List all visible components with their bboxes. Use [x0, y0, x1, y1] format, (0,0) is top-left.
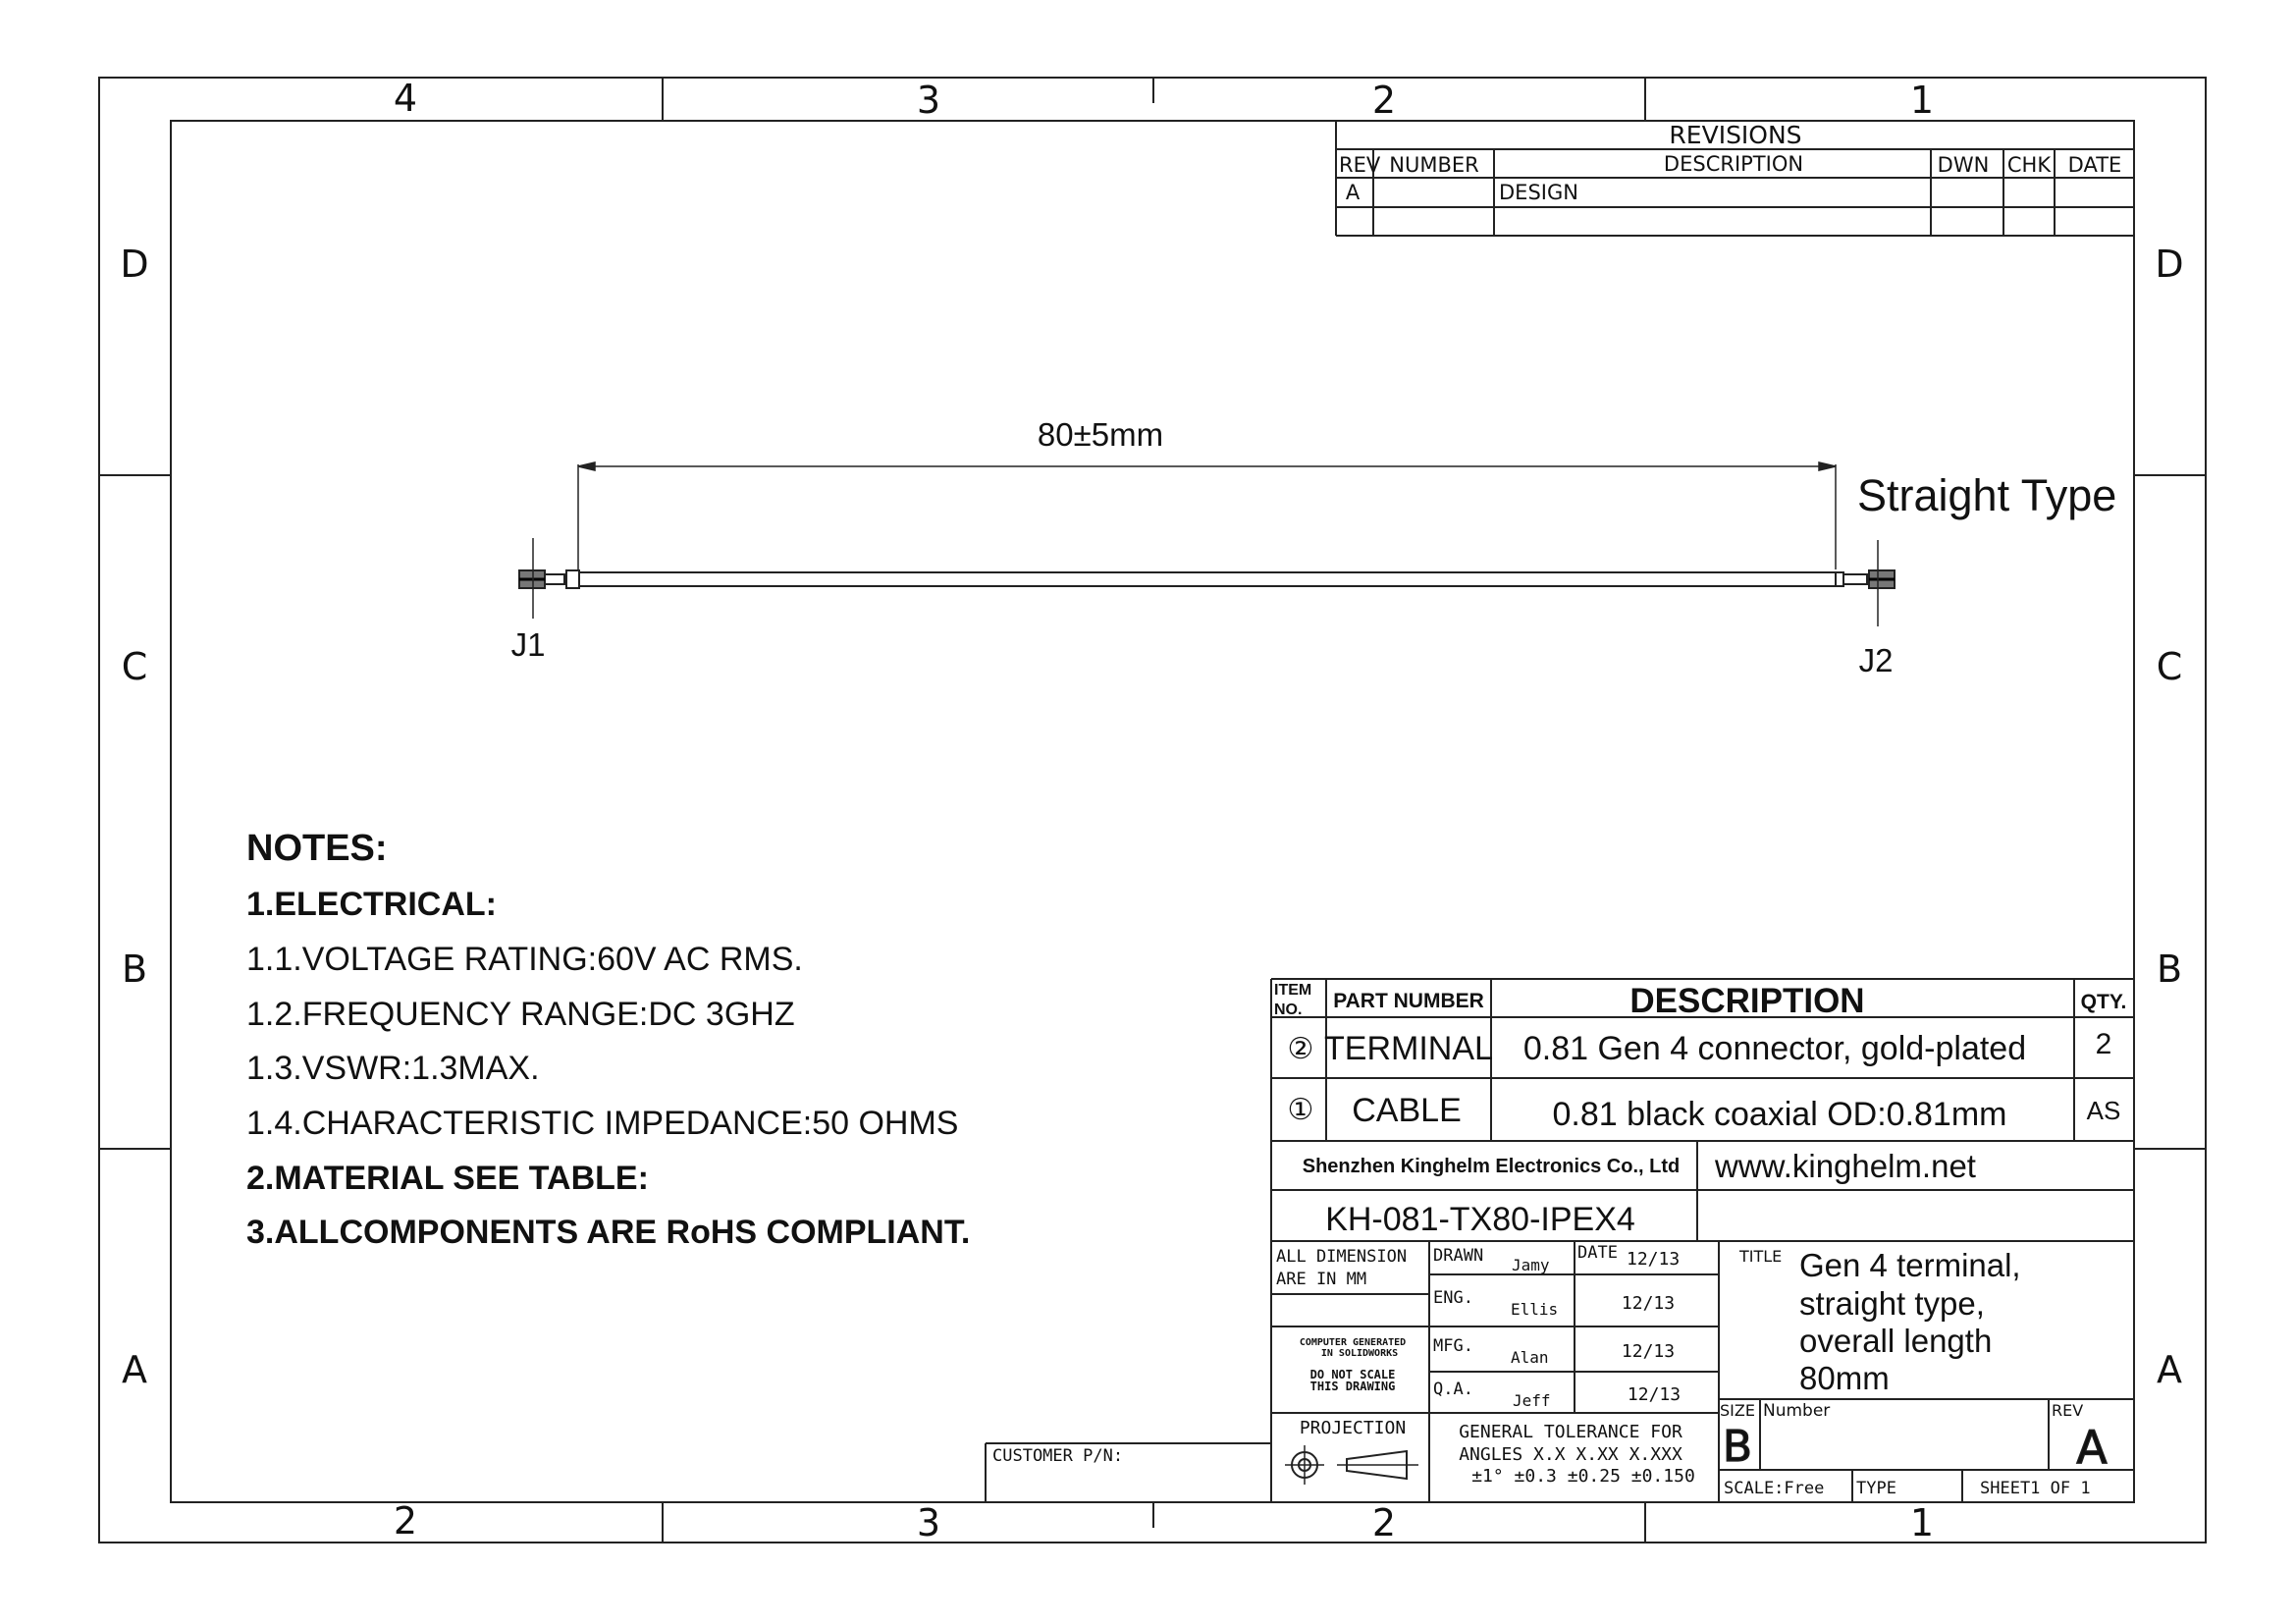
bom-row-qty: AS [2086, 1096, 2121, 1125]
zone-bottom-2: 2 [1371, 1501, 1397, 1544]
qa-name: Jeff [1513, 1391, 1551, 1410]
bom-header-qty: QTY. [2080, 991, 2127, 1013]
do-not-scale-note: DO NOT SCALE [1309, 1368, 1396, 1381]
bom-header-item-no: ITEM [1274, 982, 1312, 999]
bom-row-part: CABLE [1352, 1092, 1462, 1129]
scale-label: SCALE:Free [1724, 1479, 1825, 1498]
bom-row-item: ① [1287, 1093, 1314, 1127]
dimension-note: ALL DIMENSION [1276, 1247, 1408, 1267]
note-line: 1.2.FREQUENCY RANGE:DC 3GHZ [246, 996, 795, 1033]
title-block [986, 979, 2134, 1502]
third-angle-projection-icon [1285, 1445, 1418, 1485]
computer-generated-note: COMPUTER GENERATED [1299, 1337, 1407, 1348]
connector-j1-symbol [519, 538, 579, 619]
note-line: 3.ALLCOMPONENTS ARE RoHS COMPLIANT. [246, 1214, 971, 1251]
company-name: Shenzhen Kinghelm Electronics Co., Ltd [1302, 1156, 1681, 1177]
size-label: SIZE [1720, 1401, 1755, 1420]
rev-header-dwn: DWN [1937, 153, 1990, 177]
row-left-d: D [120, 243, 149, 286]
rev-header-rev: REV [1339, 153, 1381, 177]
dimension-text: 80±5mm [1037, 416, 1164, 453]
note-line: 1.3.VSWR:1.3MAX. [246, 1050, 540, 1087]
tolerance-note-2: ANGLES X.X X.XX X.XXX [1459, 1444, 1682, 1465]
bom-row-qty: 2 [2095, 1028, 2112, 1060]
bom-row-description: 0.81 black coaxial OD:0.81mm [1552, 1096, 2007, 1133]
drawn-date: 12/13 [1627, 1249, 1681, 1270]
note-line: 1.ELECTRICAL: [246, 886, 497, 923]
zone-bottom-3: 3 [916, 1501, 941, 1544]
drawing-title-line: Gen 4 terminal, [1799, 1247, 2021, 1283]
row-right-c: C [2156, 645, 2183, 688]
row-left-b: B [121, 947, 148, 991]
projection-label: PROJECTION [1299, 1418, 1407, 1438]
eng-date: 12/13 [1621, 1293, 1676, 1314]
qa-date: 12/13 [1627, 1384, 1682, 1405]
drawing-part-number: KH-081-TX80-IPEX4 [1325, 1201, 1635, 1238]
rev-label: REV [2052, 1401, 2084, 1420]
mfg-label: MFG. [1433, 1336, 1473, 1356]
zone-bottom-2-left: 2 [393, 1499, 418, 1543]
connector-j2-label: J2 [1858, 642, 1894, 678]
row-right-b: B [2156, 947, 2183, 991]
drawing-title-line: 80mm [1799, 1360, 1890, 1396]
customer-pn-label: CUSTOMER P/N: [992, 1446, 1124, 1466]
zone-top-4: 4 [393, 77, 418, 120]
dimension-note-2: ARE IN MM [1276, 1270, 1367, 1289]
row-left-a: A [122, 1348, 147, 1391]
bom-row-description: 0.81 Gen 4 connector, gold-plated [1522, 1030, 2027, 1067]
mfg-date: 12/13 [1621, 1341, 1676, 1362]
type-label: TYPE [1856, 1479, 1896, 1498]
straight-type-label: Straight Type [1857, 470, 2117, 520]
rev-row-description: DESIGN [1499, 181, 1578, 204]
zone-bottom-1: 1 [1909, 1501, 1935, 1544]
row-right-a: A [2157, 1348, 2182, 1391]
size-value: B [1722, 1422, 1753, 1472]
bom-header-part-number: PART NUMBER [1333, 990, 1484, 1012]
rev-value: A [2076, 1421, 2108, 1474]
company-website: www.kinghelm.net [1715, 1148, 1976, 1184]
note-line: 1.4.CHARACTERISTIC IMPEDANCE:50 OHMS [246, 1105, 959, 1142]
rev-header-description: DESCRIPTION [1663, 152, 1804, 176]
connector-j2-symbol [1836, 540, 1895, 626]
rev-header-date: DATE [2067, 153, 2122, 177]
zone-top-2: 2 [1371, 79, 1397, 122]
sheet-label: SHEET1 OF 1 [1980, 1479, 2091, 1498]
bom-row-item: ② [1287, 1032, 1314, 1066]
title-label: TITLE [1739, 1247, 1783, 1266]
drawing-title-line: straight type, [1799, 1285, 1985, 1322]
revisions-title: REVISIONS [1669, 121, 1802, 149]
bom-header-description: DESCRIPTION [1629, 982, 1865, 1020]
notes-title: NOTES: [246, 828, 388, 869]
connector-j1-label: J1 [510, 626, 546, 663]
tolerance-note-3: ±1° ±0.3 ±0.25 ±0.150 [1471, 1466, 1695, 1487]
row-right-d: D [2155, 243, 2184, 286]
zone-top-1: 1 [1909, 79, 1935, 122]
rev-header-number: NUMBER [1389, 153, 1479, 177]
row-left-c: C [121, 645, 148, 688]
computer-generated-note-2: IN SOLIDWORKS [1320, 1348, 1399, 1359]
do-not-scale-note-2: THIS DRAWING [1309, 1380, 1396, 1393]
number-label: Number [1763, 1401, 1831, 1421]
bom-header-item-no-2: NO. [1274, 1001, 1303, 1018]
tolerance-note: GENERAL TOLERANCE FOR [1459, 1422, 1682, 1442]
notes-section [246, 828, 970, 1251]
rev-header-chk: CHK [2006, 153, 2052, 177]
mfg-name: Alan [1511, 1348, 1549, 1367]
cable-body [579, 572, 1836, 586]
eng-label: ENG. [1433, 1288, 1473, 1308]
zone-top-3: 3 [916, 79, 941, 122]
drawing-title-line: overall length [1799, 1323, 1993, 1359]
eng-name: Ellis [1511, 1300, 1559, 1319]
note-line: 2.MATERIAL SEE TABLE: [246, 1160, 649, 1197]
bom-table [1274, 982, 2126, 1133]
dimension-80mm [578, 462, 1836, 569]
qa-label: Q.A. [1433, 1380, 1473, 1399]
cable-assembly-drawing [511, 416, 2117, 678]
bom-row-part: TERMINAL [1324, 1030, 1493, 1067]
drawn-name: Jamy [1512, 1256, 1550, 1274]
revisions-table [1336, 121, 2134, 236]
drawn-label: DRAWN [1433, 1246, 1484, 1266]
note-line: 1.1.VOLTAGE RATING:60V AC RMS. [246, 941, 803, 978]
date-label: DATE [1577, 1243, 1618, 1263]
rev-row-rev: A [1345, 181, 1361, 204]
